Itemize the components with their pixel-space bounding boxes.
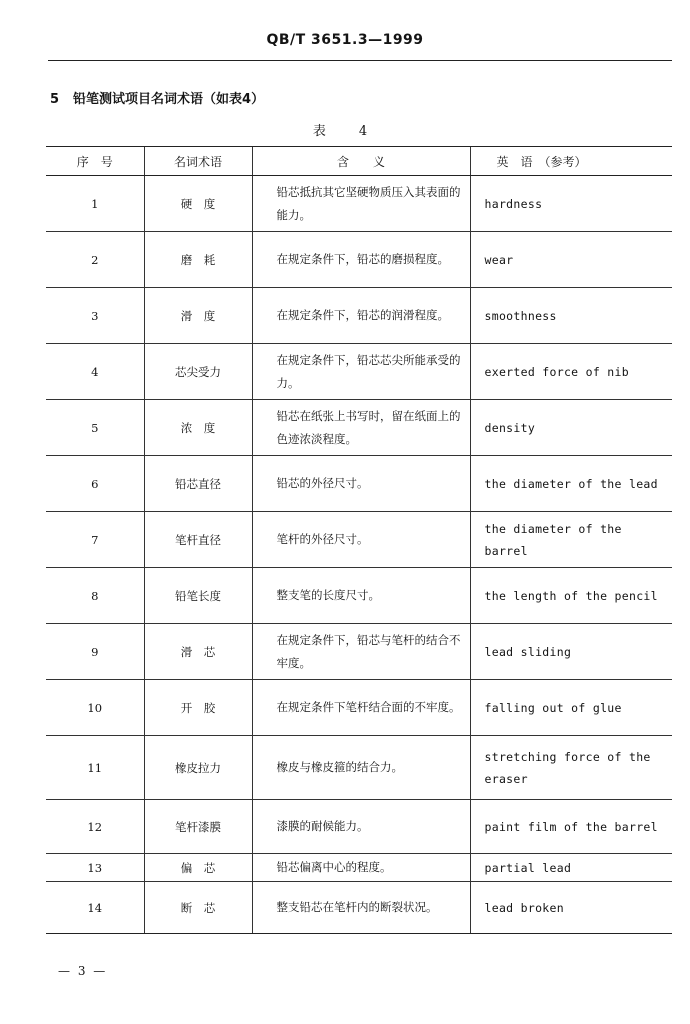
table-row	[46, 400, 672, 456]
section-number: 5	[50, 92, 60, 107]
definition-cell: 在规定条件下，铅芯的润滑程度。	[252, 288, 470, 344]
table-row	[46, 800, 672, 854]
english-cell: smoothness	[470, 288, 672, 344]
row-number: 2	[46, 232, 144, 288]
row-number: 6	[46, 456, 144, 512]
english-cell: the diameter of the lead	[470, 456, 672, 512]
table-row	[46, 854, 672, 882]
english-cell: lead sliding	[470, 624, 672, 680]
term-cell: 铅笔长度	[144, 568, 252, 624]
row-number: 11	[46, 736, 144, 800]
term-cell: 偏 芯	[144, 854, 252, 882]
definition-cell: 铅芯的外径尺寸。	[252, 456, 470, 512]
table-caption: 表 4	[312, 124, 378, 139]
term-cell: 笔杆漆膜	[144, 800, 252, 854]
column-header-number: 序 号	[46, 147, 144, 176]
table-row	[46, 512, 672, 568]
term-cell: 断 芯	[144, 882, 252, 934]
term-cell: 芯尖受力	[144, 344, 252, 400]
term-cell: 铅芯直径	[144, 456, 252, 512]
definition-cell: 铅芯偏离中心的程度。	[252, 854, 470, 882]
column-header-english: 英 语 （参考）	[470, 147, 672, 176]
english-cell: the diameter of the barrel	[470, 512, 672, 568]
definition-cell: 铅芯抵抗其它坚硬物质压入其表面的能力。	[252, 176, 470, 232]
term-cell: 开 胶	[144, 680, 252, 736]
section-heading	[50, 88, 264, 107]
english-cell: the length of the pencil	[470, 568, 672, 624]
definition-cell: 橡皮与橡皮箍的结合力。	[252, 736, 470, 800]
column-header-definition: 含 义	[252, 147, 470, 176]
english-cell: paint film of the barrel	[470, 800, 672, 854]
english-cell: wear	[470, 232, 672, 288]
table-row	[46, 680, 672, 736]
row-number: 3	[46, 288, 144, 344]
definition-cell: 漆膜的耐候能力。	[252, 800, 470, 854]
definition-cell: 在规定条件下，铅芯与笔杆的结合不牢度。	[252, 624, 470, 680]
definition-cell: 在规定条件下，铅芯的磨损程度。	[252, 232, 470, 288]
definition-cell: 整支铅芯在笔杆内的断裂状况。	[252, 882, 470, 934]
row-number: 4	[46, 344, 144, 400]
term-cell: 滑 芯	[144, 624, 252, 680]
terms-table-body	[46, 176, 672, 934]
english-cell: stretching force of the eraser	[470, 736, 672, 800]
english-cell: partial lead	[470, 854, 672, 882]
document-header: QB/T 3651.3—1999	[266, 32, 424, 48]
column-header-term: 名词术语	[144, 147, 252, 176]
table-row	[46, 288, 672, 344]
row-number: 10	[46, 680, 144, 736]
definition-cell: 在规定条件下笔杆结合面的不牢度。	[252, 680, 470, 736]
page-number: — 3 —	[58, 964, 108, 978]
table-row	[46, 456, 672, 512]
english-cell: hardness	[470, 176, 672, 232]
row-number: 12	[46, 800, 144, 854]
english-cell: exerted force of nib	[470, 344, 672, 400]
english-cell: falling out of glue	[470, 680, 672, 736]
definition-cell: 整支笔的长度尺寸。	[252, 568, 470, 624]
table-row	[46, 882, 672, 934]
terms-table	[46, 146, 672, 934]
section-title: 铅笔测试项目名词术语（如表4）	[73, 92, 265, 107]
row-number: 1	[46, 176, 144, 232]
row-number: 13	[46, 854, 144, 882]
term-cell: 磨 耗	[144, 232, 252, 288]
english-cell: density	[470, 400, 672, 456]
table-header-row	[46, 147, 672, 176]
definition-cell: 在规定条件下，铅芯芯尖所能承受的力。	[252, 344, 470, 400]
row-number: 9	[46, 624, 144, 680]
table-row	[46, 568, 672, 624]
term-cell: 橡皮拉力	[144, 736, 252, 800]
term-cell: 浓 度	[144, 400, 252, 456]
definition-cell: 笔杆的外径尺寸。	[252, 512, 470, 568]
term-cell: 滑 度	[144, 288, 252, 344]
row-number: 8	[46, 568, 144, 624]
row-number: 7	[46, 512, 144, 568]
row-number: 5	[46, 400, 144, 456]
table-row	[46, 344, 672, 400]
table-row	[46, 624, 672, 680]
table-row	[46, 736, 672, 800]
header-rule	[48, 60, 672, 61]
table-row	[46, 232, 672, 288]
definition-cell: 铅芯在纸张上书写时，留在纸面上的色迹浓淡程度。	[252, 400, 470, 456]
row-number: 14	[46, 882, 144, 934]
table-row	[46, 176, 672, 232]
term-cell: 硬 度	[144, 176, 252, 232]
term-cell: 笔杆直径	[144, 512, 252, 568]
english-cell: lead broken	[470, 882, 672, 934]
